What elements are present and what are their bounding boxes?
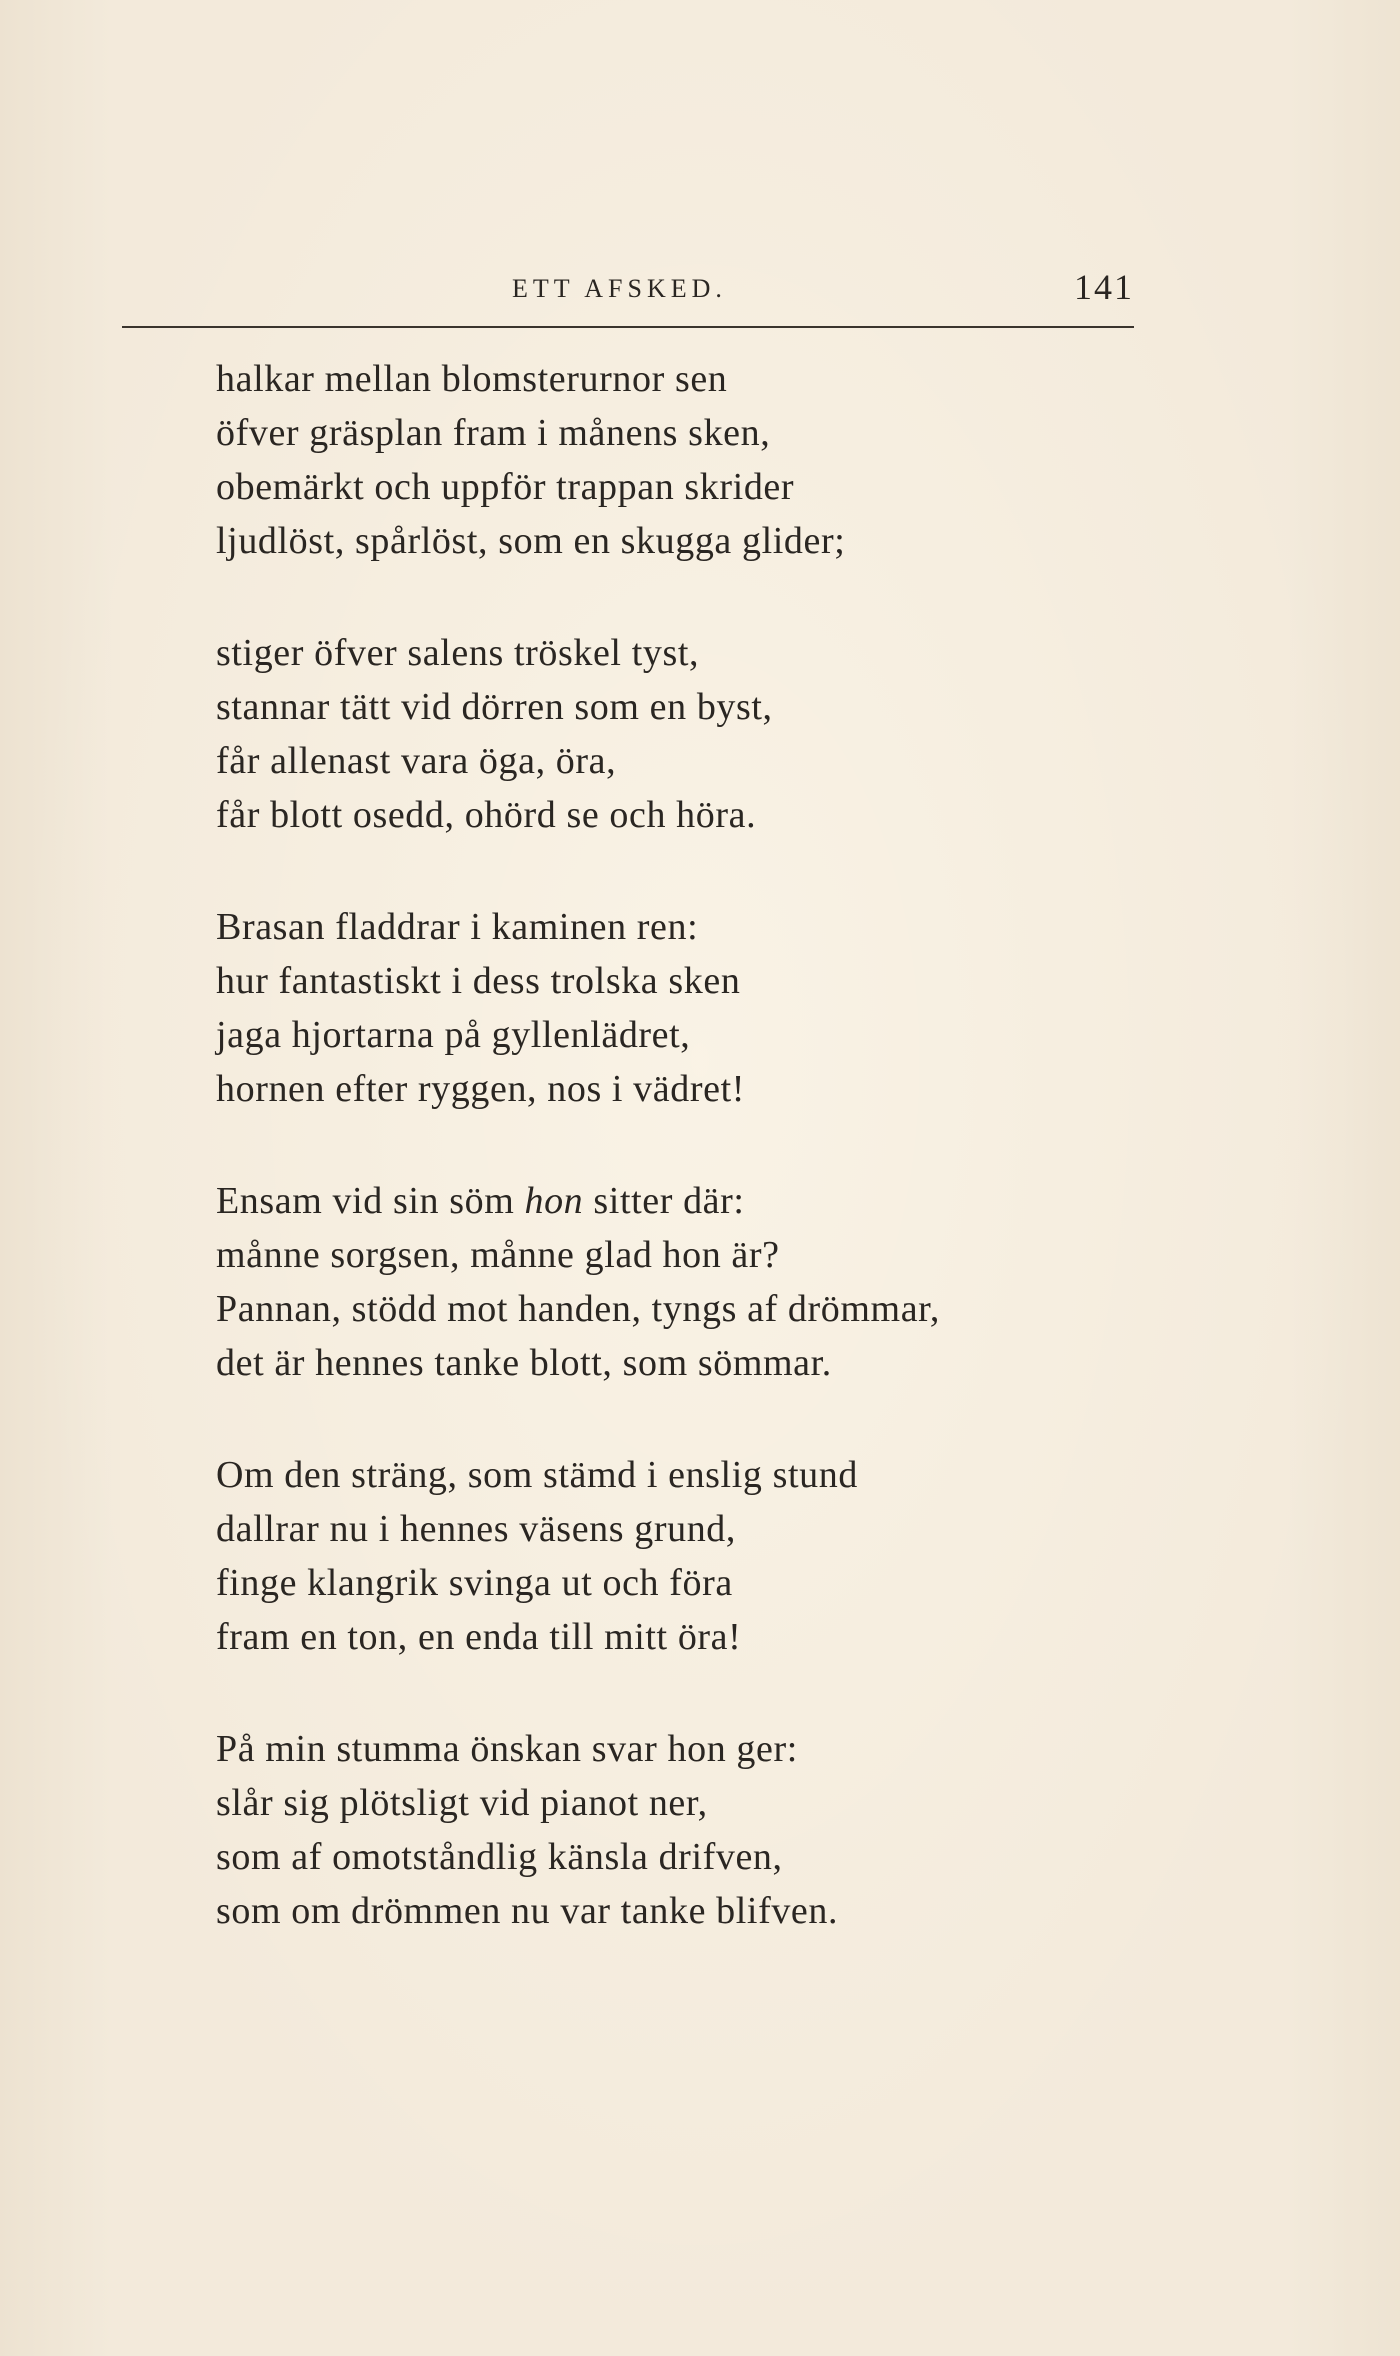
verse-line: Om den sträng, som stämd i enslig stund: [216, 1454, 858, 1496]
verse-line: slår sig plötsligt vid pianot ner,: [216, 1782, 708, 1824]
page-number: 141: [1074, 267, 1134, 307]
verse-line: hur fantastiskt i dess trolska sken: [216, 960, 741, 1002]
verse-line: finge klangrik svinga ut och föra: [216, 1562, 733, 1604]
stanza-1: [216, 352, 1176, 568]
verse-line: Pannan, stödd mot handen, tyngs af drömmar,: [216, 1288, 940, 1330]
verse-line: [216, 1174, 1176, 1228]
page-header: [122, 266, 1134, 318]
verse-line: det är hennes tanke blott, som sömmar.: [216, 1342, 832, 1384]
verse-line: ljudlöst, spårlöst, som en skugga glider;: [216, 520, 846, 562]
verse-line: Brasan fladdrar i kaminen ren:: [216, 906, 699, 948]
running-title: ETT AFSKED.: [512, 274, 727, 303]
verse-text: sitter där:: [583, 1180, 745, 1222]
verse-line: halkar mellan blomsterurnor sen: [216, 358, 728, 400]
verse-line: får allenast vara öga, öra,: [216, 740, 617, 782]
verse-line: dallrar nu i hennes väsens grund,: [216, 1508, 736, 1550]
header-rule: [122, 326, 1134, 328]
verse-line: stiger öfver salens tröskel tyst,: [216, 632, 700, 674]
stanza-5: [216, 1448, 1176, 1664]
poem-body: [216, 352, 1176, 1996]
verse-text: Ensam vid sin söm: [216, 1180, 525, 1222]
verse-line: som om drömmen nu var tanke blifven.: [216, 1890, 839, 1932]
verse-line: månne sorgsen, månne glad hon är?: [216, 1234, 780, 1276]
verse-line: som af omotståndlig känsla drifven,: [216, 1836, 783, 1878]
verse-line: öfver gräsplan fram i månens sken,: [216, 412, 771, 454]
verse-line: obemärkt och uppför trappan skrider: [216, 466, 795, 508]
verse-line: stannar tätt vid dörren som en byst,: [216, 686, 773, 728]
verse-line: jaga hjortarna på gyllenlädret,: [216, 1014, 691, 1056]
stanza-6: [216, 1722, 1176, 1938]
stanza-4: [216, 1174, 1176, 1390]
emphasized-word: hon: [524, 1180, 584, 1222]
verse-line: På min stumma önskan svar hon ger:: [216, 1728, 798, 1770]
stanza-2: [216, 626, 1176, 842]
verse-line: hornen efter ryggen, nos i vädret!: [216, 1068, 745, 1110]
verse-line: fram en ton, en enda till mitt öra!: [216, 1616, 742, 1658]
verse-line: får blott osedd, ohörd se och höra.: [216, 794, 757, 836]
stanza-3: [216, 900, 1176, 1116]
